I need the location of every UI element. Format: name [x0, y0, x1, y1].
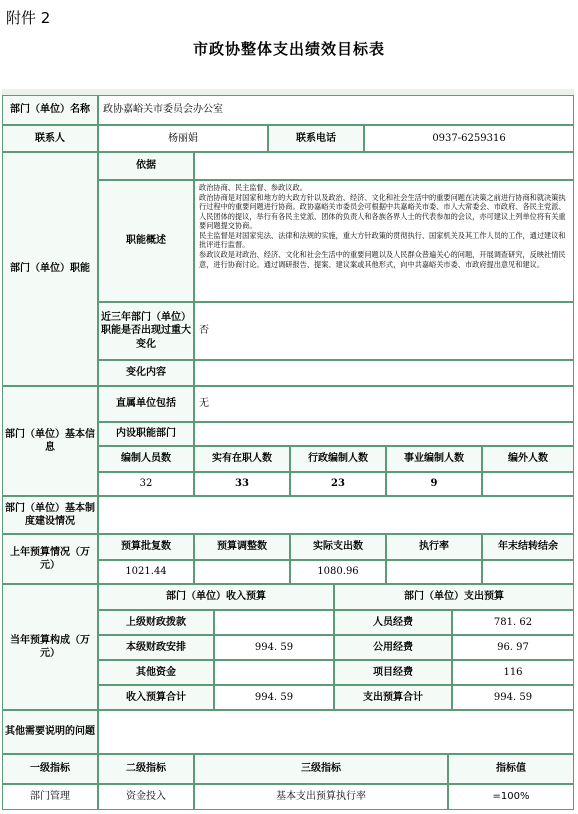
income-total-value: 994. 59 [214, 685, 334, 710]
staff-header-admin: 行政编制人数 [290, 446, 386, 472]
staff-header-authorized: 编制人员数 [98, 446, 194, 472]
indicator-header-level3: 三级指标 [194, 754, 448, 784]
expense-row-value: 781. 62 [452, 610, 574, 635]
change-value: 否 [194, 302, 574, 360]
last-year-value-carryover [482, 560, 574, 584]
internal-dept-value [194, 422, 574, 446]
income-row-value [214, 610, 334, 635]
last-year-header-rate: 执行率 [386, 534, 482, 560]
contact-person-value: 杨丽娟 [98, 125, 268, 152]
contact-phone-label: 联系电话 [268, 125, 364, 152]
change-content-value [194, 360, 574, 386]
indicator-header-level1: 一级指标 [2, 754, 98, 784]
income-row-label: 上级财政拨款 [98, 610, 214, 635]
expense-budget-header: 部门（单位）支出预算 [334, 584, 574, 610]
indicator-level3-value: 基本支出预算执行率 [194, 784, 448, 810]
system-label: 部门（单位）基本制度建设情况 [2, 496, 98, 534]
change-content-label: 变化内容 [98, 360, 194, 386]
last-year-header-carryover: 年末结转结余 [482, 534, 574, 560]
subunits-value: 无 [194, 386, 574, 422]
dept-name-value: 政协嘉峪关市委员会办公室 [98, 95, 574, 125]
basis-value [194, 152, 574, 180]
staff-value-public: 9 [386, 472, 482, 496]
last-year-value-actual: 1080.96 [290, 560, 386, 584]
staff-header-actual: 实有在职人数 [194, 446, 290, 472]
last-year-value-approved: 1021.44 [98, 560, 194, 584]
staff-header-public: 事业编制人数 [386, 446, 482, 472]
staff-value-extra [482, 472, 574, 496]
basis-label: 依据 [98, 152, 194, 180]
contact-phone-value: 0937-6259316 [364, 125, 574, 152]
expense-row-label: 人员经费 [334, 610, 452, 635]
staff-header-extra: 编外人数 [482, 446, 574, 472]
other-notes-label: 其他需要说明的问题 [2, 710, 98, 754]
dept-duty-label: 部门（单位）职能 [2, 152, 98, 386]
expense-total-label: 支出预算合计 [334, 685, 452, 710]
expense-row-value: 96. 97 [452, 635, 574, 660]
last-year-budget-label: 上年预算情况（万元） [2, 534, 98, 584]
internal-dept-label: 内设职能部门 [98, 422, 194, 446]
income-total-label: 收入预算合计 [98, 685, 214, 710]
page-title: 市政协整体支出绩效目标表 [192, 40, 385, 58]
change-label: 近三年部门（单位）职能是否出现过重大变化 [98, 302, 194, 360]
indicator-target-value: =100% [448, 784, 574, 810]
basic-info-label: 部门（单位）基本信息 [2, 386, 98, 496]
dept-name-label: 部门（单位）名称 [2, 95, 98, 125]
last-year-header-adjusted: 预算调整数 [194, 534, 290, 560]
attachment-label: 附件 2 [6, 9, 51, 27]
last-year-value-adjusted [194, 560, 290, 584]
staff-value-admin: 23 [290, 472, 386, 496]
overview-label: 职能概述 [98, 180, 194, 302]
expense-total-value: 994. 59 [452, 685, 574, 710]
system-value [98, 496, 574, 534]
income-row-value [214, 660, 334, 685]
indicator-level1-value: 部门管理 [2, 784, 98, 810]
indicator-header-value: 指标值 [448, 754, 574, 784]
indicator-header-level2: 二级指标 [98, 754, 194, 784]
staff-value-authorized: 32 [98, 472, 194, 496]
overview-text: 政治协商、民主监督、参政议政。 政治协商是对国家和地方的大政方针以及政治、经济、文化和社会生活中的重要问题在决策之前进行协商和就决策执行过程中的重要问题进行协商。政协嘉峪关市委员会可根据中共嘉峪关市委、市人大常委会、市政府、各民主党派、人民团体的提议，举行有各民主党派、团体的负责人和各族各界人士的代表参加的会议，亦可建议上列单位将有关重要问题提交协商。 民主监督是对国家宪法、法律和法规的实施，重大方针政策的贯彻执行、国家机关及其工作人员的工作，通过建议和批评进行监督。 参政议政是对政治、经济、文化和社会生活中的重要问题以及人民群众普遍关心的问题，开展调查研究，反映社情民意，进行协商讨论。通过调研报告、提案、建议案或其他形式，向中共嘉峪关市委、市政府提出意见和建议。 [194, 180, 574, 302]
last-year-header-approved: 预算批复数 [98, 534, 194, 560]
expense-row-label: 项目经费 [334, 660, 452, 685]
last-year-header-actual: 实际支出数 [290, 534, 386, 560]
indicator-level2-value: 资金投入 [98, 784, 194, 810]
current-budget-label: 当年预算构成（万元） [2, 584, 98, 710]
income-budget-header: 部门（单位）收入预算 [98, 584, 334, 610]
subunits-label: 直属单位包括 [98, 386, 194, 422]
expense-row-value: 116 [452, 660, 574, 685]
contact-person-label: 联系人 [2, 125, 98, 152]
expense-row-label: 公用经费 [334, 635, 452, 660]
staff-value-actual: 33 [194, 472, 290, 496]
income-row-label: 本级财政安排 [98, 635, 214, 660]
other-notes-value [98, 710, 574, 754]
last-year-value-rate [386, 560, 482, 584]
income-row-value: 994. 59 [214, 635, 334, 660]
income-row-label: 其他资金 [98, 660, 214, 685]
